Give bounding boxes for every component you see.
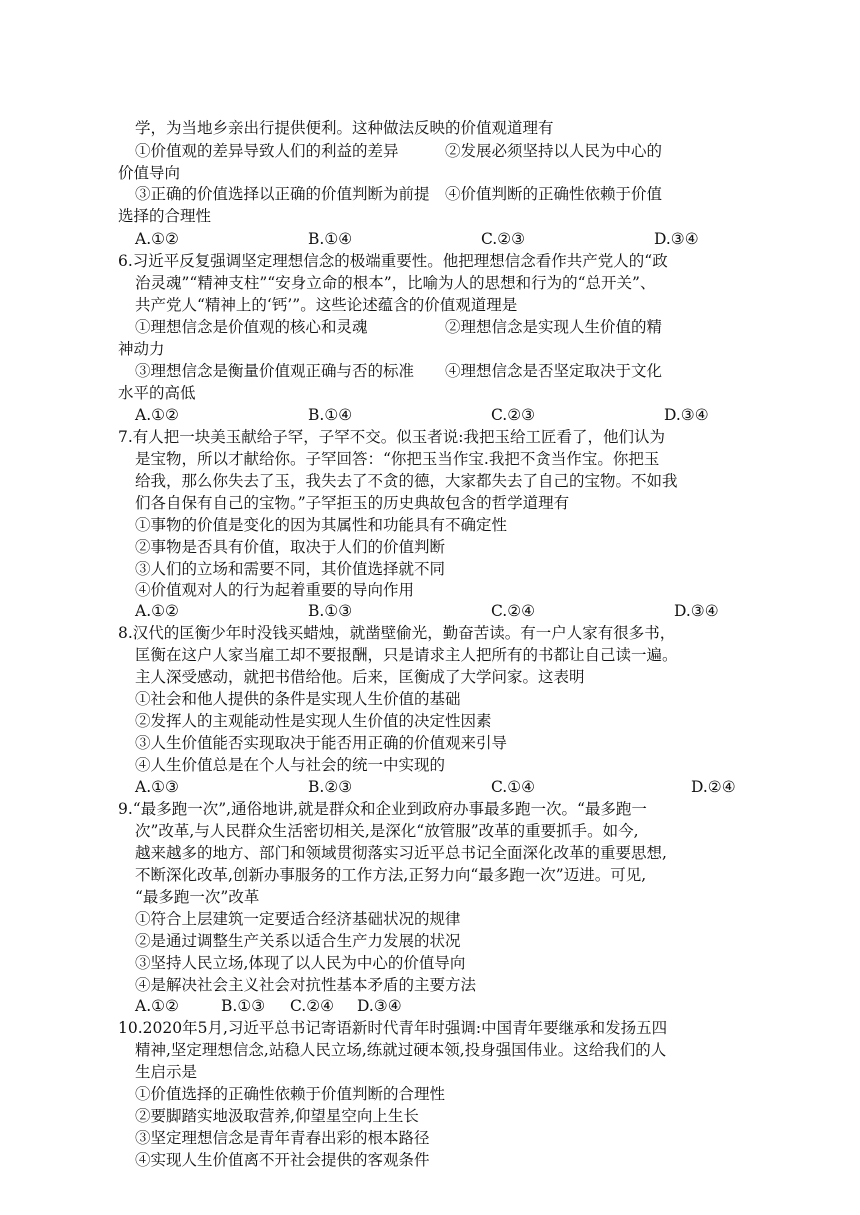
q8-option-b: B.②③ bbox=[308, 778, 353, 796]
q9-option-c: C.②④ bbox=[290, 997, 335, 1015]
q9-line-1: 9.“最多跑一次”,通俗地讲,就是群众和企业到政府办事最多跑一次。“最多跑一 bbox=[118, 800, 647, 818]
q6-line-4: ①理想信念是价值观的核心和灵魂 ②理想信念是实现人生价值的精 bbox=[135, 318, 663, 336]
q8-option-c: C.①④ bbox=[491, 778, 536, 796]
q7-line-7: ③人们的立场和需要不同，其价值选择就不同 bbox=[135, 560, 446, 578]
q8-line-1: 8.汉代的匡衡少年时没钱买蜡烛，就凿壁偷光，勤奋苦读。有一户人家有很多书， bbox=[118, 624, 676, 642]
q9-line-2: 次”改革,与人民群众生活密切相关,是深化“放管服”改革的重要抓手。如今, bbox=[135, 822, 639, 840]
q10-line-4: ①价值选择的正确性依赖于价值判断的合理性 bbox=[135, 1085, 446, 1103]
q5-option-d: D.③④ bbox=[654, 230, 699, 248]
q9-line-5: “最多跑一次”改革 bbox=[135, 888, 260, 906]
q10-line-7: ④实现人生价值离不开社会提供的客观条件 bbox=[135, 1151, 430, 1169]
q6-line-3: 共产党人“精神上的‘钙’”。这些论述蕴含的价值观道理是 bbox=[135, 296, 518, 314]
q8-option-a: A.①③ bbox=[135, 778, 179, 796]
q8-line-3: 主人深受感动，就把书借给他。后来，匡衡成了大学问家。这表明 bbox=[135, 668, 585, 686]
q9-option-a: A.①② bbox=[135, 997, 179, 1015]
q8-option-d: D.②④ bbox=[691, 778, 736, 796]
q10-line-5: ②要脚踏实地汲取营养,仰望星空向上生长 bbox=[135, 1107, 419, 1125]
q8-line-6: ③人生价值能否实现取决于能否用正确的价值观来引导 bbox=[135, 734, 508, 752]
q10-line-1: 10.2020年5月,习近平总书记寄语新时代青年时强调:中国青年要继承和发扬五四 bbox=[118, 1019, 668, 1037]
q7-option-c: C.②④ bbox=[491, 602, 536, 620]
q6-line-2: 治灵魂”“精神支柱”“安身立命的根本”，比喻为人的思想和行为的“总开关”、 bbox=[135, 274, 656, 292]
q9-line-6: ①符合上层建筑一定要适合经济基础状况的规律 bbox=[135, 910, 461, 928]
q7-line-6: ②事物是否具有价值，取决于人们的价值判断 bbox=[135, 538, 446, 556]
q9-line-3: 越来越多的地方、部门和领域贯彻落实习近平总书记全面深化改革的重要思想, bbox=[135, 844, 667, 862]
q6-line-7: 水平的高低 bbox=[118, 384, 196, 402]
q6-option-a: A.①② bbox=[135, 406, 179, 424]
q5-line-5: 选择的合理性 bbox=[118, 207, 212, 225]
q7-line-5: ①事物的价值是变化的因为其属性和功能具有不确定性 bbox=[135, 516, 508, 534]
q7-option-d: D.③④ bbox=[674, 602, 719, 620]
q6-option-d: D.③④ bbox=[664, 406, 709, 424]
q6-line-6: ③理想信念是衡量价值观正确与否的标准 ④理想信念是否坚定取决于文化 bbox=[135, 362, 663, 380]
q7-line-4: 们各自保有自己的宝物。”子罕拒玉的历史典故包含的哲学道理有 bbox=[135, 494, 570, 512]
q8-line-2: 匡衡在这户人家当雇工却不要报酬，只是请求主人把所有的书都让自己读一遍。 bbox=[135, 646, 678, 664]
q7-option-a: A.①② bbox=[135, 602, 179, 620]
q8-line-5: ②发挥人的主观能动性是实现人生价值的决定性因素 bbox=[135, 712, 492, 730]
q9-line-8: ③坚持人民立场,体现了以人民为中心的价值导向 bbox=[135, 954, 466, 972]
q5-option-b: B.①④ bbox=[308, 230, 353, 248]
q6-option-b: B.①④ bbox=[308, 406, 353, 424]
q5-line-3: 价值导向 bbox=[118, 164, 181, 182]
q7-line-8: ④价值观对人的行为起着重要的导向作用 bbox=[135, 581, 415, 599]
q9-option-d: D.③④ bbox=[357, 997, 402, 1015]
q6-line-1: 6.习近平反复强调坚定理想信念的极端重要性。他把理想信念看作共产党人的“政 bbox=[118, 252, 668, 270]
q9-option-b: B.①③ bbox=[221, 997, 266, 1015]
q5-option-c: C.②③ bbox=[481, 230, 526, 248]
q5-line-1: 学，为当地乡亲出行提供便利。这种做法反映的价值观道理有 bbox=[135, 119, 554, 137]
q6-line-5: 神动力 bbox=[118, 340, 165, 358]
q10-line-2: 精神,坚定理想信念,站稳人民立场,练就过硬本领,投身强国伟业。这给我们的人 bbox=[135, 1041, 667, 1059]
q9-line-7: ②是通过调整生产关系以适合生产力发展的状况 bbox=[135, 932, 461, 950]
q10-line-6: ③坚定理想信念是青年青春出彩的根本路径 bbox=[135, 1129, 430, 1147]
q10-line-3: 生启示是 bbox=[135, 1063, 198, 1081]
q5-line-2: ①价值观的差异导致人们的利益的差异 ②发展必须坚持以人民为中心的 bbox=[135, 142, 663, 160]
q9-line-9: ④是解决社会主义社会对抗性基本矛盾的主要方法 bbox=[135, 976, 477, 994]
q7-line-2: 是宝物，所以才献给你。子罕回答：“你把玉当作宝.我把不贪当作宝。你把玉 bbox=[135, 450, 660, 468]
q7-option-b: B.①③ bbox=[308, 602, 353, 620]
q7-line-3: 给我，那么你失去了玉，我失去了不贪的德，大家都失去了自己的宝物。不如我 bbox=[135, 472, 678, 490]
q8-line-4: ①社会和他人提供的条件是实现人生价值的基础 bbox=[135, 690, 461, 708]
q8-line-7: ④人生价值总是在个人与社会的统一中实现的 bbox=[135, 756, 446, 774]
q5-line-4: ③正确的价值选择以正确的价值判断为前提 ④价值判断的正确性依赖于价值 bbox=[135, 185, 663, 203]
q9-line-4: 不断深化改革,创新办事服务的工作方法,正努力向“最多跑一次”迈进。可见, bbox=[135, 866, 647, 884]
q5-option-a: A.①② bbox=[135, 230, 179, 248]
q6-option-c: C.②③ bbox=[491, 406, 536, 424]
q7-line-1: 7.有人把一块美玉献给子罕，子罕不交。似玉者说:我把玉给工匠看了，他们认为 bbox=[118, 428, 666, 446]
